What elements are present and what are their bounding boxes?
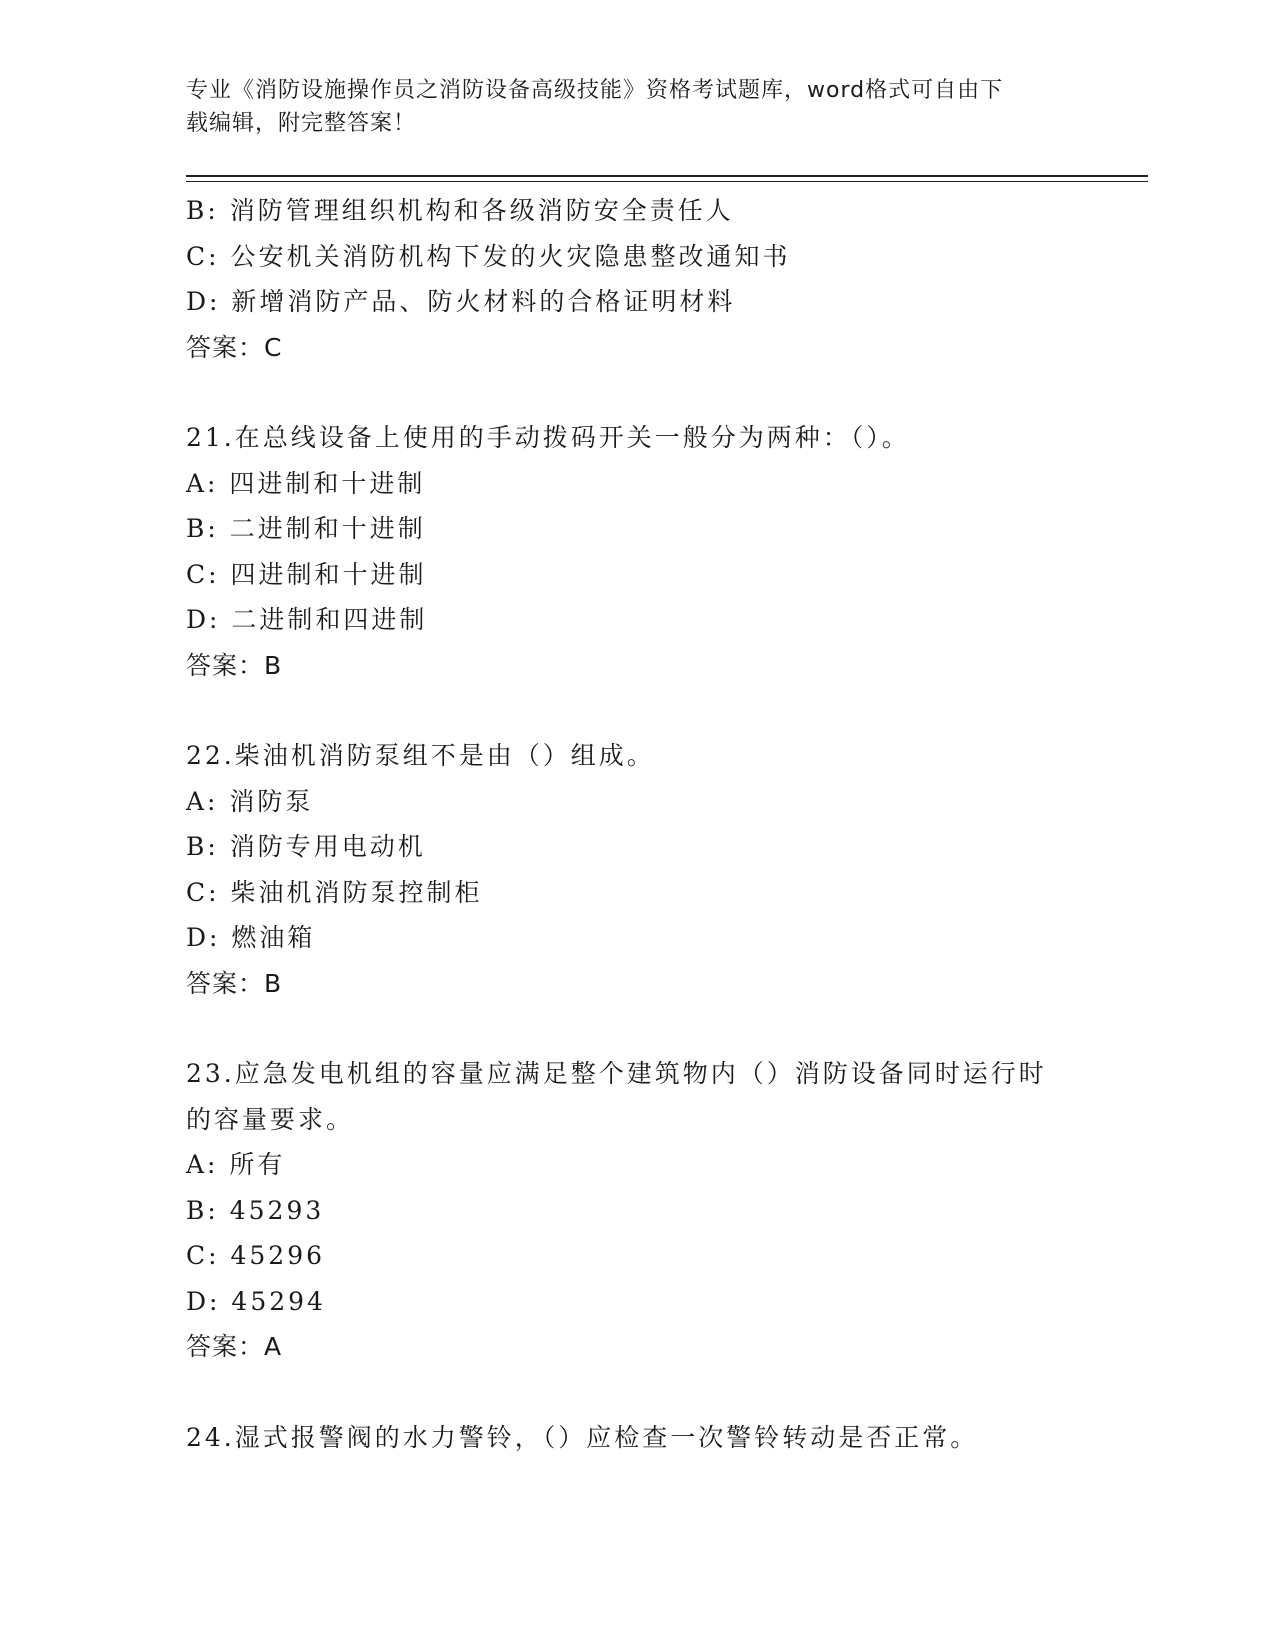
header-line-2: 载编辑，附完整答案！ — [186, 111, 417, 136]
question-21 — [186, 415, 1086, 688]
answer: 答案：C — [186, 332, 283, 362]
option-d: D: 45294 — [186, 1286, 326, 1316]
answer: 答案：A — [186, 1332, 283, 1361]
question-stem: 24.湿式报警阀的水力警铃，（）应检查一次警铃转动是否正常。 — [186, 1422, 979, 1452]
question-stem-line-1: 23.应急发电机组的容量应满足整个建筑物内（）消防设备同时运行时 — [186, 1059, 1047, 1088]
question-20-continued — [186, 188, 1086, 370]
header-line-1: 专业《消防设施操作员之消防设备高级技能》资格考试题库，word格式可自由下 — [186, 78, 1004, 103]
option-b: B: 二进制和十进制 — [186, 514, 426, 543]
spacer — [186, 688, 1086, 733]
document-header — [186, 74, 1066, 140]
option-b: B: 45293 — [186, 1195, 325, 1225]
header-rule-thin — [186, 181, 1148, 182]
option-d: D: 二进制和四进制 — [186, 605, 428, 634]
question-23 — [186, 1051, 1086, 1370]
spacer — [186, 1370, 1086, 1415]
question-stem: 21.在总线设备上使用的手动拨码开关一般分为两种：（）。 — [186, 423, 910, 452]
header-rule-thick — [186, 175, 1148, 177]
spacer — [186, 370, 1086, 415]
answer: 答案：B — [186, 650, 283, 680]
option-a: A: 四进制和十进制 — [186, 468, 426, 498]
option-b: B: 消防管理组织机构和各级消防安全责任人 — [186, 196, 734, 225]
spacer — [186, 1006, 1086, 1051]
option-d: D: 燃油箱 — [186, 923, 316, 952]
question-stem: 22.柴油机消防泵组不是由（）组成。 — [186, 741, 655, 770]
question-list — [186, 188, 1086, 1460]
question-stem-line-2: 的容量要求。 — [186, 1104, 355, 1134]
option-d: D: 新增消防产品、防火材料的合格证明材料 — [186, 287, 736, 316]
option-c: C: 45296 — [186, 1241, 326, 1270]
option-c: C: 柴油机消防泵控制柜 — [186, 877, 483, 907]
option-b: B: 消防专用电动机 — [186, 832, 426, 861]
option-c: C: 公安机关消防机构下发的火灾隐患整改通知书 — [186, 241, 791, 271]
answer: 答案：B — [186, 968, 283, 998]
option-a: A: 所有 — [186, 1150, 286, 1179]
option-c: C: 四进制和十进制 — [186, 559, 427, 589]
question-22 — [186, 733, 1086, 1006]
option-a: A: 消防泵 — [186, 786, 314, 816]
question-24 — [186, 1415, 1086, 1461]
